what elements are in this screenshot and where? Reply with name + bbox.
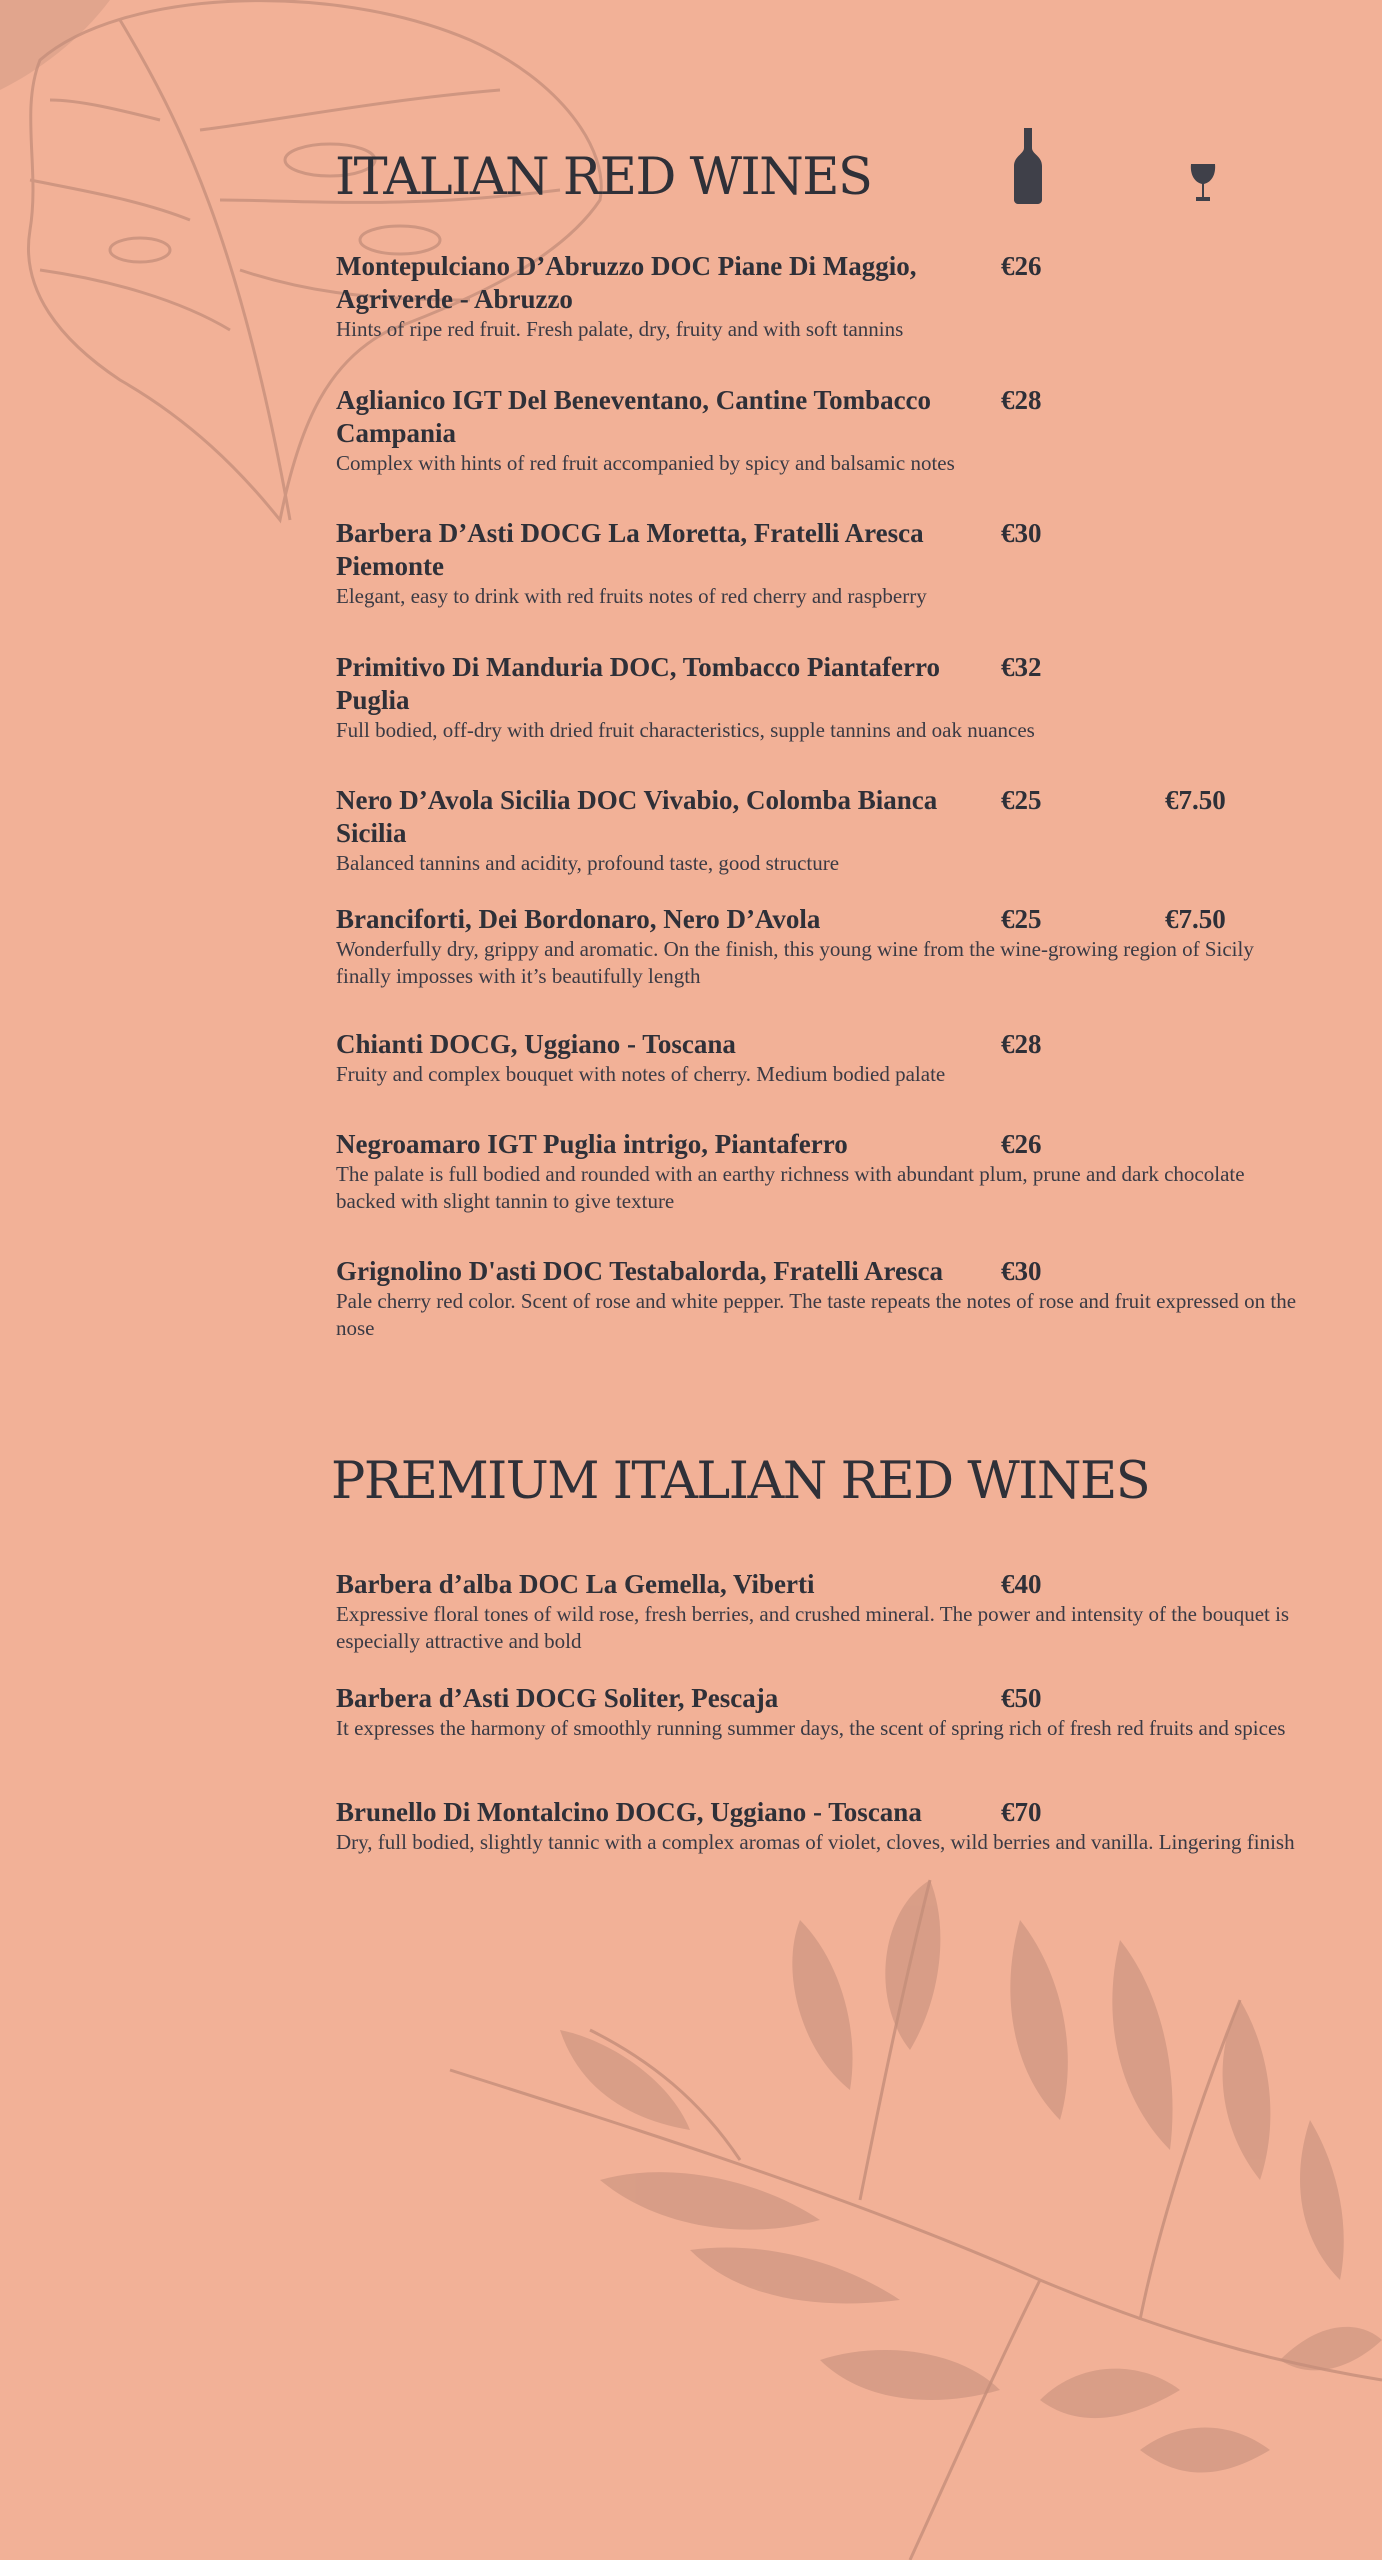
wine-description: Balanced tannins and acidity, profound taste, good structure (336, 851, 840, 875)
wine-description: Wonderfully dry, grippy and aromatic. On the finish, this young wine from the wine-growing region of Sicily finally imposses with it’s beautifully length (336, 937, 1254, 988)
wine-item (336, 651, 1336, 744)
wine-item (336, 1128, 1336, 1215)
bottle-price: €25 (1001, 904, 1042, 934)
bottle-price: €28 (1001, 385, 1042, 415)
wine-name: Chianti DOCG, Uggiano - Toscana (336, 1029, 736, 1059)
wine-item (336, 1255, 1336, 1342)
bottle-price: €26 (1001, 1129, 1042, 1159)
olive-branch-illustration (440, 1800, 1382, 2560)
wine-glass-icon (1190, 164, 1216, 204)
wine-description: Expressive floral tones of wild rose, fresh berries, and crushed mineral. The power and intensity of the bouquet is especially attractive and bold (336, 1602, 1290, 1653)
wine-item (336, 384, 1336, 477)
wine-item (336, 1028, 1336, 1088)
bottle-price: €28 (1001, 1029, 1042, 1059)
wine-description: Elegant, easy to drink with red fruits notes of red cherry and raspberry (336, 584, 927, 608)
wine-name: Negroamaro IGT Puglia intrigo, Piantaferro (336, 1129, 848, 1159)
bottle-price: €40 (1001, 1569, 1042, 1599)
bottle-price: €30 (1001, 518, 1042, 548)
wine-item (336, 1796, 1336, 1856)
wine-item (336, 250, 1336, 343)
wine-name: Aglianico IGT Del Beneventano, Cantine Tombacco Campania (336, 385, 932, 448)
wine-name: Nero D’Avola Sicilia DOC Vivabio, Colomba Bianca Sicilia (336, 785, 938, 848)
wine-item (336, 784, 1336, 877)
wine-description: Full bodied, off-dry with dried fruit characteristics, supple tannins and oak nuances (336, 718, 1035, 742)
wine-description: Pale cherry red color. Scent of rose and white pepper. The taste repeats the notes of rose and fruit expressed on the nose (336, 1289, 1297, 1340)
glass-price: €7.50 (1165, 904, 1226, 934)
section-heading-italian-red-wines: ITALIAN RED WINES (335, 148, 872, 207)
wine-item (336, 903, 1336, 990)
wine-name: Barbera d’Asti DOCG Soliter, Pescaja (336, 1683, 779, 1713)
wine-name: Primitivo Di Manduria DOC, Tombacco Piantaferro Puglia (336, 652, 940, 715)
bottle-price: €25 (1001, 785, 1042, 815)
wine-description: Hints of ripe red fruit. Fresh palate, dry, fruity and with soft tannins (336, 317, 904, 341)
wine-description: It expresses the harmony of smoothly running summer days, the scent of spring rich of fresh red fruits and spices (336, 1716, 1286, 1740)
wine-name: Grignolino D'asti DOC Testabalorda, Fratelli Aresca (336, 1256, 943, 1286)
wine-item (336, 1682, 1336, 1742)
section-heading-premium-italian-red-wines: PREMIUM ITALIAN RED WINES (331, 1452, 1150, 1511)
wine-name: Branciforti, Dei Bordonaro, Nero D’Avola (336, 904, 821, 934)
wine-description: Fruity and complex bouquet with notes of cherry. Medium bodied palate (336, 1062, 946, 1086)
bottle-price: €26 (1001, 251, 1042, 281)
wine-item (336, 517, 1336, 610)
wine-name: Montepulciano D’Abruzzo DOC Piane Di Maggio, Agriverde - Abruzzo (336, 251, 917, 314)
wine-name: Barbera d’alba DOC La Gemella, Viberti (336, 1569, 815, 1599)
bottle-price: €30 (1001, 1256, 1042, 1286)
wine-description: Complex with hints of red fruit accompanied by spicy and balsamic notes (336, 451, 955, 475)
bottle-price: €32 (1001, 652, 1042, 682)
wine-description: The palate is full bodied and rounded with an earthy richness with abundant plum, prune and dark chocolate backed with slight tannin to give texture (336, 1162, 1245, 1213)
wine-bottle-icon (1014, 128, 1042, 204)
glass-price: €7.50 (1165, 785, 1226, 815)
wine-item (336, 1568, 1336, 1655)
wine-description: Dry, full bodied, slightly tannic with a complex aromas of violet, cloves, wild berries and vanilla. Lingering finish (336, 1830, 1295, 1854)
wine-name: Barbera D’Asti DOCG La Moretta, Fratelli Aresca Piemonte (336, 518, 924, 581)
bottle-price: €50 (1001, 1683, 1042, 1713)
bottle-price: €70 (1001, 1797, 1042, 1827)
wine-name: Brunello Di Montalcino DOCG, Uggiano - Toscana (336, 1797, 922, 1827)
